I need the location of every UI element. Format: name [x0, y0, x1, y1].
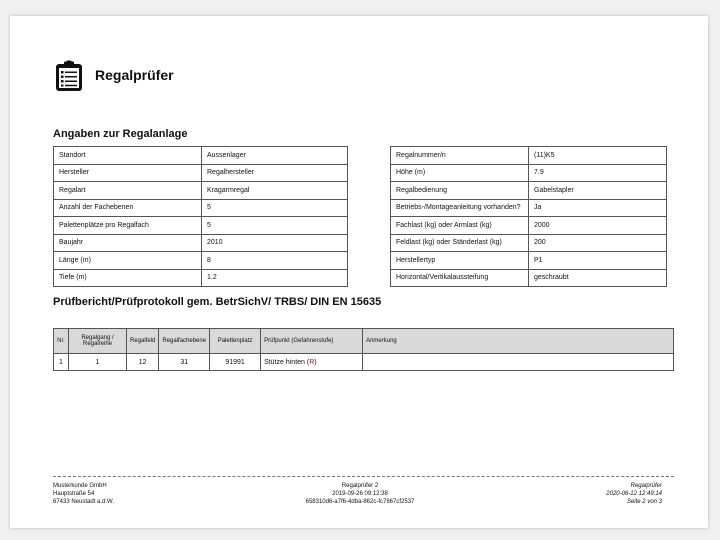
field-value: Kragarmregal: [202, 182, 348, 200]
field-label: Baujahr: [54, 234, 202, 252]
app-name: Regalprüfer: [630, 483, 662, 489]
cell-pruefpunkt: [261, 354, 363, 371]
footer-app: [540, 482, 662, 506]
field-value: 8: [202, 252, 348, 270]
table-row: [54, 269, 348, 287]
field-label: Regalnummer/n: [391, 147, 529, 165]
company-street: Hauptstraße 54: [53, 491, 95, 497]
field-label: Horizontal/Vertikalaussteifung: [391, 269, 529, 287]
field-label: Feldlast (kg) oder Ständerlast (kg): [391, 234, 529, 252]
table-row: [391, 217, 667, 235]
field-label: Hersteller: [54, 164, 202, 182]
table-header-row: [54, 329, 674, 354]
table-row: [391, 252, 667, 270]
table-row: [54, 182, 348, 200]
page-number: Seite 2 von 3: [626, 499, 662, 505]
field-value: P1: [529, 252, 667, 270]
footer-divider: [53, 476, 674, 477]
field-value: 5: [202, 217, 348, 235]
company-name: Musterkunde GmbH: [53, 483, 107, 489]
table-row: [391, 147, 667, 165]
column-header-regalfachebene: Regalfachebene: [159, 329, 210, 354]
field-label: Palettenplätze pro Regalfach: [54, 217, 202, 235]
table-row: [391, 199, 667, 217]
table-row: [54, 199, 348, 217]
field-value: (11)K5: [529, 147, 667, 165]
table-row: [391, 182, 667, 200]
field-label: Anzahl der Fachebenen: [54, 199, 202, 217]
table-row: [391, 164, 667, 182]
inspection-table: [53, 328, 674, 371]
table-row: [54, 354, 674, 371]
regal-details-left: [53, 146, 348, 287]
company-city: 67433 Neustadt a.d.W.: [53, 499, 115, 505]
field-value: 2010: [202, 234, 348, 252]
column-header-regalgang: Regalgang / Regalreihe: [69, 329, 127, 354]
field-value: geschraubt: [529, 269, 667, 287]
print-date: 2020-06-12 12:49:14: [606, 491, 662, 497]
field-label: Tiefe (m): [54, 269, 202, 287]
cell-regalfachebene: 31: [159, 354, 210, 371]
document-date: 2019-09-26 09:12:38: [332, 491, 388, 497]
field-value: 1.2: [202, 269, 348, 287]
regal-details-right: [390, 146, 667, 287]
document-id: 658310d6-a7f6-4dba-862c-fc7867cf2537: [305, 499, 415, 505]
footer-company: [53, 482, 114, 506]
field-value: 5: [202, 199, 348, 217]
table-row: [54, 147, 348, 165]
field-value: 200: [529, 234, 667, 252]
column-header-regalfeld: Regalfeld: [127, 329, 159, 354]
table-row: [391, 269, 667, 287]
field-value: 2000: [529, 217, 667, 235]
table-row: [391, 234, 667, 252]
column-header-pruefpunkt: Prüfpunkt (Gefahrenstufe): [261, 329, 363, 354]
footer-document: [270, 482, 450, 506]
pruefpunkt-text: Stütze hinten (: [264, 358, 310, 366]
table-row: [54, 252, 348, 270]
section-title-pruefbericht: Prüfbericht/Prüfprotokoll gem. BetrSichV/ TRBS/ DIN EN 15635: [53, 296, 382, 308]
field-label: Regalbedienung: [391, 182, 529, 200]
clipboard-icon: [53, 60, 85, 92]
column-header-nr: Nr.: [54, 329, 69, 354]
cell-regalgang: 1: [69, 354, 127, 371]
field-value: 7.9: [529, 164, 667, 182]
section-title-regalanlage: Angaben zur Regalanlage: [53, 128, 188, 140]
field-value: Aussenlager: [202, 147, 348, 165]
field-label: Fachlast (kg) oder Armlast (kg): [391, 217, 529, 235]
field-value: Regalhersteller: [202, 164, 348, 182]
field-label: Standort: [54, 147, 202, 165]
table-row: [54, 234, 348, 252]
field-label: Länge (m): [54, 252, 202, 270]
field-value: Ja: [529, 199, 667, 217]
cell-anmerkung: [363, 354, 674, 371]
cell-regalfeld: 12: [127, 354, 159, 371]
table-row: [54, 164, 348, 182]
field-value: Gabelstapler: [529, 182, 667, 200]
document-title: Regalprüfer: [95, 67, 174, 83]
field-label: Höhe (m): [391, 164, 529, 182]
field-label: Regalart: [54, 182, 202, 200]
cell-palettenplatz: 91991: [210, 354, 261, 371]
field-label: Herstellertyp: [391, 252, 529, 270]
column-header-anmerkung: Anmerkung: [363, 329, 674, 354]
danger-level: R: [309, 358, 315, 366]
field-label: Betriebs-/Montageanleitung vorhanden?: [391, 199, 529, 217]
document-name: Regalprüfer 2: [341, 483, 379, 489]
column-header-palettenplatz: Palettenplatz: [210, 329, 261, 354]
cell-nr: 1: [54, 354, 69, 371]
pruefpunkt-close: ): [314, 358, 317, 366]
table-row: [54, 217, 348, 235]
report-page: [10, 16, 708, 528]
